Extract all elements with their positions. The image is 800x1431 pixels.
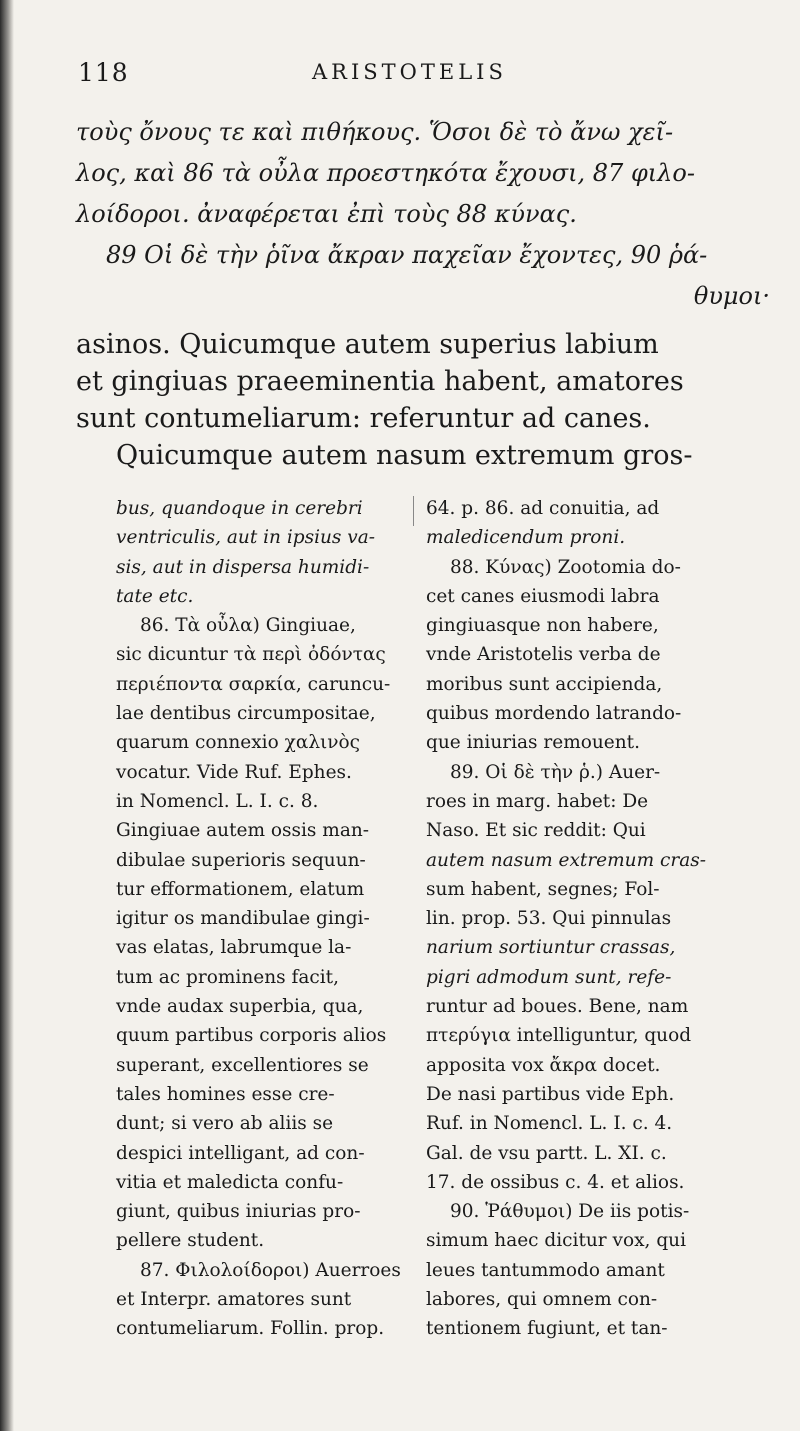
note-line: 89. Οἱ δὲ τὴν ῥ.) Auer- [450,761,661,783]
note-line: vocatur. Vide Ruf. Ephes. [116,761,352,783]
note-line: quarum connexio χαλινὸς [116,732,361,754]
note-line: Gal. de vsu partt. L. XI. c. [426,1142,667,1164]
note-line: vnde audax superbia, qua, [116,996,364,1018]
note-line: dibulae superioris sequun- [116,849,366,871]
binding-gutter [0,0,14,1431]
note-line: et Interpr. amatores sunt [116,1289,352,1311]
note-line: cet canes eiusmodi labra [426,585,660,607]
note-line: Gingiuae autem ossis man- [116,820,370,842]
note-line: tales homines esse cre- [116,1083,335,1105]
greek-text-block [76,112,776,317]
note-line: περιέποντα σαρκία, caruncu- [116,673,391,695]
note-line: 90. Ῥάθυμοι) De iis potis- [450,1201,690,1223]
note-line: tentionem fugiunt, et tan- [426,1318,668,1340]
note-line: 17. de ossibus c. 4. et alios. [426,1171,685,1193]
note-line: roes in marg. habet: De [426,790,649,812]
note-line: que iniurias remouent. [426,732,640,754]
page-number: 118 [78,58,129,87]
note-line: quibus mordendo latrando- [426,703,682,725]
note-line: contumeliarum. Follin. prop. [116,1318,385,1340]
note-line: labores, qui omnem con- [426,1289,658,1311]
note-line: autem nasum extremum cras- [426,849,706,871]
note-line: simum haec dicitur vox, qui [426,1230,686,1252]
note-line: moribus sunt accipienda, [426,673,663,695]
note-line: 87. Φιλολοίδοροι) Auerroes [140,1259,401,1281]
note-line: πτερύγια intelliguntur, quod [426,1025,692,1047]
note-line: maledicendum proni. [426,527,626,549]
column-divider [413,496,414,526]
note-line: bus, quandoque in cerebri [116,498,363,519]
notes-left-column [116,494,406,1344]
note-line: sum habent, segnes; Fol- [426,878,660,900]
note-line: 64. p. 86. ad conuitia, ad [426,498,660,519]
greek-line: 89 Οἱ δὲ τὴν ῥῖνα ἄκραν παχεῖαν ἔχοντες, 90 ῥά- [106,241,708,269]
note-line: 88. Κύνας) Zootomia do- [450,556,681,578]
latin-line: asinos. Quicumque autem superius labium [76,329,659,360]
note-line: 86. Τὰ οὖλα) Gingiuae, [140,615,356,637]
note-line: despici intelligant, ad con- [116,1142,365,1164]
note-line: ventriculis, aut in ipsius va- [116,527,376,549]
latin-translation-block [76,326,772,474]
latin-line: et gingiuas praeeminentia habent, amatores [76,366,684,397]
page-header [72,58,740,92]
note-line: vitia et maledicta confu- [116,1171,344,1193]
note-line: narium sortiuntur crassas, [426,937,676,959]
note-line: tate etc. [116,585,194,607]
note-line: tur efformationem, elatum [116,878,365,900]
latin-line: Quicumque autem nasum extremum gros- [116,440,693,471]
greek-line: λοίδοροι. ἀναφέρεται ἐπὶ τοὺς 88 κύνας. [76,200,577,228]
note-line: quum partibus corporis alios [116,1025,387,1047]
note-line: superant, excellentiores se [116,1054,369,1076]
running-title: ARISTOTELIS [312,60,507,84]
note-line: dunt; si vero ab aliis se [116,1113,334,1135]
note-line: pigri admodum sunt, refe- [426,966,672,988]
note-line: Naso. Et sic reddit: Qui [426,820,646,842]
note-line: vnde Aristotelis verba de [426,644,661,666]
note-line: igitur os mandibulae gingi- [116,908,370,930]
greek-line: θυμοι· [693,282,770,310]
note-line: giunt, quibus iniurias pro- [116,1201,361,1223]
note-line: lin. prop. 53. Qui pinnulas [426,908,672,930]
note-line: De nasi partibus vide Eph. [426,1083,675,1105]
note-line: sic dicuntur τὰ περὶ ὀδόντας [116,644,386,666]
note-line: sis, aut in dispersa humidi- [116,556,370,578]
note-line: apposita vox ἄκρα docet. [426,1054,661,1076]
latin-line: sunt contumeliarum: referuntur ad canes. [76,403,651,434]
note-line: tum ac prominens facit, [116,966,339,988]
notes-right-column [426,494,754,1344]
note-line: lae dentibus circumpositae, [116,703,376,725]
note-line: runtur ad boues. Bene, nam [426,996,689,1018]
note-line: in Nomencl. L. I. c. 8. [116,790,319,812]
note-line: pellere student. [116,1230,265,1252]
greek-line: λος, καὶ 86 τὰ οὖλα προεστηκότα ἔχουσι, 87 φιλο- [76,159,695,187]
note-line: gingiuasque non habere, [426,615,659,637]
note-line: vas elatas, labrumque la- [116,937,352,959]
note-line: Ruf. in Nomencl. L. I. c. 4. [426,1113,673,1135]
note-line: leues tantummodo amant [426,1259,665,1281]
greek-line: τοὺς ὄνους τε καὶ πιθήκους. Ὅσοι δὲ τὸ ἄνω χεῖ- [76,118,674,146]
